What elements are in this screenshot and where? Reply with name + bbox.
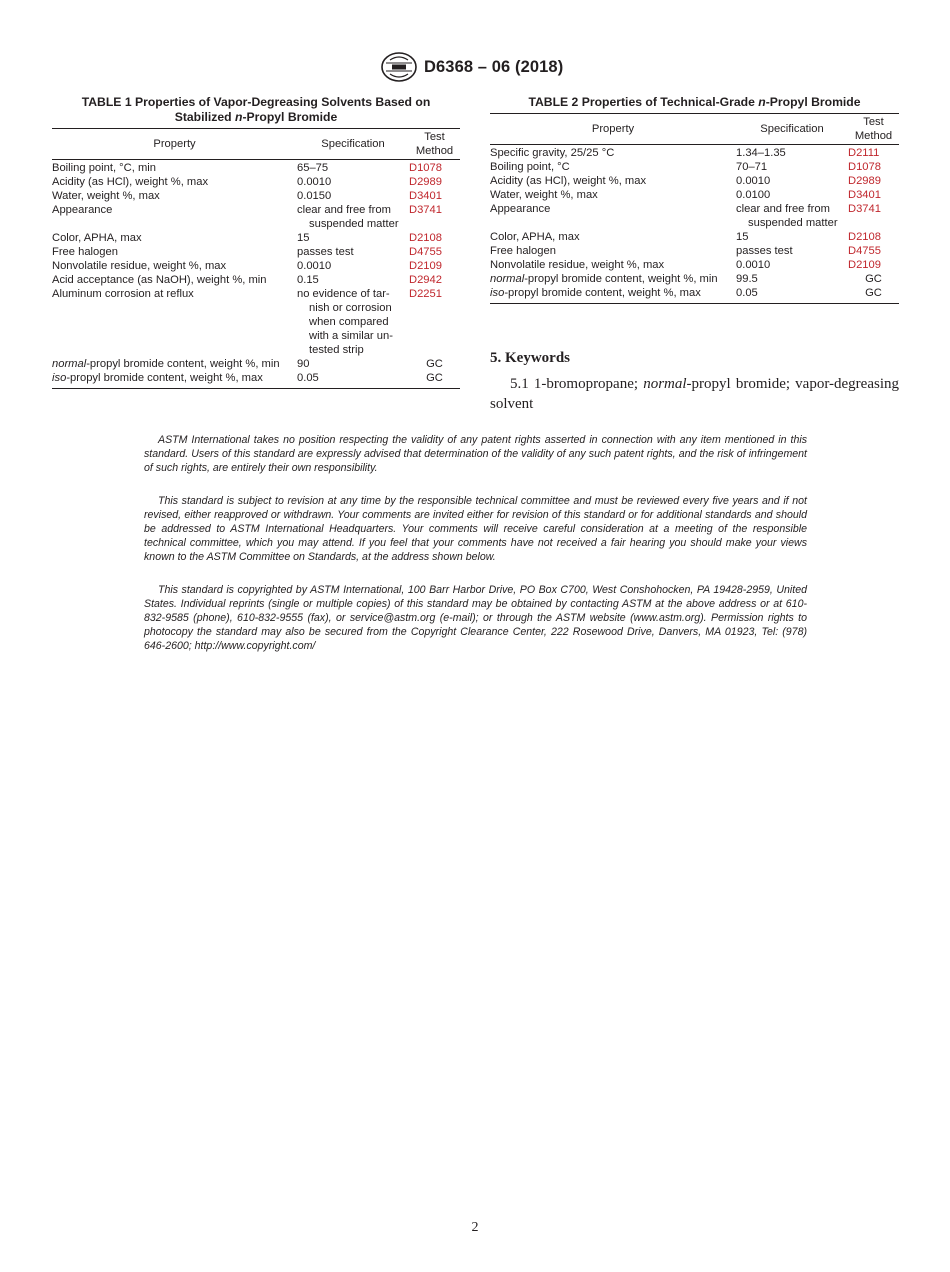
table-row	[490, 145, 899, 161]
property-cell: normal-propyl bromide content, weight %, min	[52, 358, 280, 370]
property-cell: Free halogen	[490, 245, 556, 257]
table-row	[52, 160, 460, 176]
property-cell: Acidity (as HCl), weight %, max	[490, 175, 647, 187]
specification-cell: 99.5	[736, 273, 758, 285]
specification-cell: 15	[297, 232, 310, 244]
test-method-cell[interactable]: D1078	[848, 161, 881, 173]
property-cell: Boiling point, °C	[490, 161, 570, 173]
test-method-cell[interactable]: D2942	[409, 274, 442, 286]
specification-cell: 0.0010	[736, 175, 771, 187]
test-method-cell[interactable]: D2989	[848, 175, 881, 187]
table-row	[52, 287, 460, 357]
property-cell: Color, APHA, max	[52, 232, 142, 244]
table1-caption-line2: Stabilized n-Propyl Bromide	[174, 110, 338, 124]
specification-cell: 0.0010	[297, 176, 332, 188]
test-method-cell[interactable]: D4755	[848, 245, 881, 257]
test-method-cell: GC	[865, 273, 882, 285]
specification-cell: passes test	[736, 245, 793, 257]
page-header	[0, 52, 950, 86]
copyright-notice: This standard is copyrighted by ASTM International, 100 Barr Harbor Drive, PO Box C700, West Conshohocken, PA 19428-2959, United States. Individual reprints (single or multiple copies) of this standard may be obtained by contacting ASTM at the above address or at 610-832-9585 (phone), 610-832-9555 (fax), or service@astm.org (e-mail); or through the ASTM website (www.astm.org). Permission rights to photocopy the standard may also be secured from the Copyright Clearance Center, 222 Rosewood Drive, Danvers, MA 01923, Tel: (978) 646-2600; http://www.copyright.com/	[144, 584, 807, 652]
specification-cell: 0.05	[297, 371, 409, 389]
table-row	[52, 245, 460, 259]
test-method-cell[interactable]: D2251	[409, 288, 442, 300]
section5-paragraph: 5.1 1-bromopropane; normal-propyl bromide; vapor-degreasing solvent	[490, 376, 899, 412]
table-row	[52, 175, 460, 189]
test-method-cell[interactable]: D3741	[848, 203, 881, 215]
page-number: 2	[471, 1220, 479, 1235]
test-method-cell[interactable]: D3401	[409, 190, 442, 202]
table2	[490, 113, 899, 304]
specification-cell: no evidence of tar- nish or corrosion when compared with a similar un- tested strip	[297, 288, 393, 356]
table2-col-method: Test Method	[848, 114, 899, 145]
specification-cell: 65–75	[297, 162, 329, 174]
table-row	[490, 272, 899, 286]
test-method-cell[interactable]: D2109	[848, 259, 881, 271]
property-cell: Nonvolatile residue, weight %, max	[52, 260, 227, 272]
property-cell: Water, weight %, max	[490, 189, 598, 201]
test-method-cell[interactable]: D3741	[409, 204, 442, 216]
property-cell: Water, weight %, max	[52, 190, 160, 202]
property-cell: Acidity (as HCl), weight %, max	[52, 176, 209, 188]
table1-caption-line1: TABLE 1 Properties of Vapor-Degreasing Solvents Based on	[81, 95, 431, 109]
test-method-cell[interactable]: D4755	[409, 246, 442, 258]
table-row	[490, 202, 899, 230]
specification-cell: 0.15	[297, 274, 319, 286]
test-method-cell: GC	[426, 358, 443, 370]
test-method-cell: GC	[848, 286, 899, 304]
table-row	[490, 244, 899, 258]
test-method-cell[interactable]: D2989	[409, 176, 442, 188]
test-method-cell: GC	[409, 371, 460, 389]
section5-heading: 5. Keywords	[490, 350, 570, 366]
table-row	[490, 286, 899, 304]
table-row	[52, 231, 460, 245]
table2-col-spec: Specification	[736, 114, 848, 145]
specification-cell: 70–71	[736, 161, 768, 173]
property-cell: Appearance	[52, 204, 113, 216]
specification-cell: 15	[736, 231, 749, 243]
table-row	[52, 357, 460, 371]
specification-cell: clear and free from suspended matter	[736, 203, 838, 229]
table-row	[52, 189, 460, 203]
property-cell: Specific gravity, 25/25 °C	[490, 147, 615, 159]
table-row	[52, 203, 460, 231]
test-method-cell[interactable]: D2108	[409, 232, 442, 244]
property-cell: Nonvolatile residue, weight %, max	[490, 259, 665, 271]
table-row	[490, 160, 899, 174]
test-method-cell[interactable]: D2111	[848, 147, 880, 159]
document-id: D6368 – 06 (2018)	[424, 58, 564, 76]
test-method-cell[interactable]: D1078	[409, 162, 442, 174]
test-method-cell[interactable]: D2109	[409, 260, 442, 272]
property-cell: iso-propyl bromide content, weight %, max	[490, 286, 736, 304]
specification-cell: passes test	[297, 246, 354, 258]
property-cell: Color, APHA, max	[490, 231, 580, 243]
table-row	[490, 174, 899, 188]
astm-logo-icon	[381, 52, 417, 82]
table2-col-property: Property	[490, 114, 736, 145]
specification-cell: clear and free from suspended matter	[297, 204, 399, 230]
revision-notice: This standard is subject to revision at any time by the responsible technical committee and must be reviewed every five years and if not revised, either reapproved or withdrawn. Your comments are invited either for revision of this standard or for additional standards and should be addressed to ASTM International Headquarters. Your comments will receive careful consideration at a meeting of the responsible technical committee, which you may attend. If you feel that your comments have not received a fair hearing you should make your views known to the ASTM Committee on Standards, at the address shown below.	[144, 495, 807, 563]
property-cell: Appearance	[490, 203, 551, 215]
specification-cell: 0.0010	[297, 260, 332, 272]
patent-notice: ASTM International takes no position respecting the validity of any patent rights asserted in connection with any item mentioned in this standard. Users of this standard are expressly advised that determination of the validity of any such patent rights, and the risk of infringement of such rights, are entirely their own responsibility.	[144, 434, 807, 474]
specification-cell: 0.0010	[736, 259, 771, 271]
table-row	[490, 258, 899, 272]
table1-col-method: Test Method	[409, 129, 460, 160]
table-row	[52, 273, 460, 287]
property-cell: Aluminum corrosion at reflux	[52, 288, 194, 300]
specification-cell: 0.05	[736, 286, 848, 304]
table1	[52, 128, 460, 389]
table-row	[52, 371, 460, 389]
property-cell: normal-propyl bromide content, weight %, min	[490, 273, 718, 285]
table-row	[52, 259, 460, 273]
table1-col-property: Property	[52, 129, 297, 160]
table-row	[490, 188, 899, 202]
specification-cell: 90	[297, 358, 310, 370]
property-cell: Acid acceptance (as NaOH), weight %, min	[52, 274, 267, 286]
specification-cell: 0.0150	[297, 190, 332, 202]
table1-col-spec: Specification	[297, 129, 409, 160]
test-method-cell[interactable]: D3401	[848, 189, 881, 201]
property-cell: Boiling point, °C, min	[52, 162, 156, 174]
specification-cell: 1.34–1.35	[736, 147, 786, 159]
table1-caption	[52, 95, 460, 125]
specification-cell: 0.0100	[736, 189, 771, 201]
test-method-cell[interactable]: D2108	[848, 231, 881, 243]
table-row	[490, 230, 899, 244]
property-cell: Free halogen	[52, 246, 118, 258]
table2-caption: TABLE 2 Properties of Technical-Grade n-Propyl Bromide	[528, 95, 861, 109]
property-cell: iso-propyl bromide content, weight %, max	[52, 371, 297, 389]
